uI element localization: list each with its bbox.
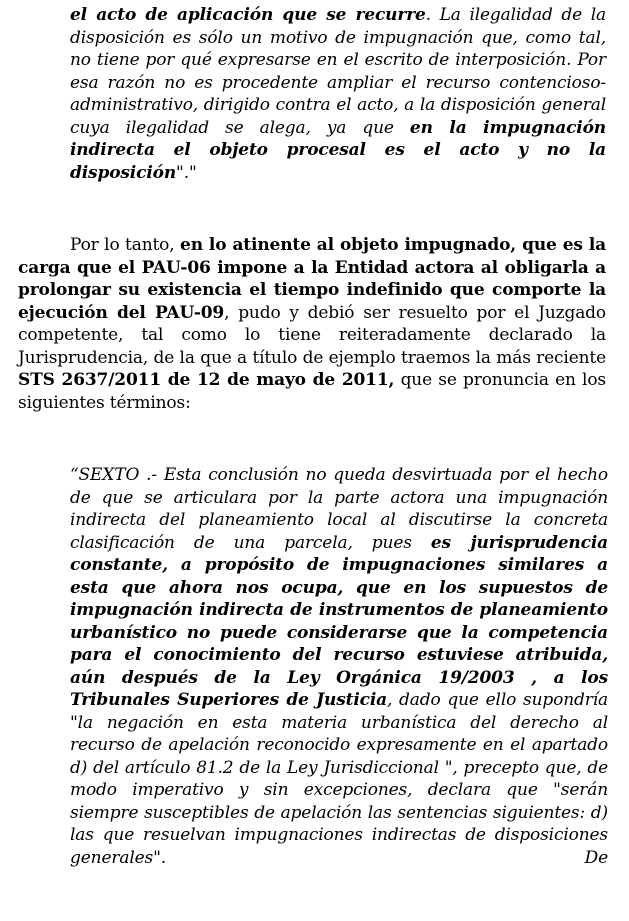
paragraph-text: , pudo y debió ser resuelto por el Juzgado competente, tal como lo tiene reiteradamente declarado la Jurisprudencia, de la que a título de ejemplo traemos la más reciente xyxy=(18,302,606,368)
quote-close: "." xyxy=(176,162,197,183)
quote-text: , dado que ello supondría "la negación en esta materia urbanística del derecho al recurso de apelación reconocido expresamente en el apartado d) del artículo 81.2 de la Ley Jurisdiccional ", precepto que, de modo imperativo y sin excepciones, declara que "serán siempre susceptibles de apelación las sentencias siguientes: d) las que resuelvan impugnaciones indirectas de disposiciones generales". De xyxy=(70,690,608,868)
bold-text: el acto de aplicación que se recurre xyxy=(70,5,426,25)
citation-reference: STS 2637/2011 de 12 de mayo de 2011, xyxy=(18,370,395,390)
quote-text: . La ilegalidad de la disposición es sólo un motivo de impugnación que, como tal, no tiene por qué expresarse en el escrito de interposición. Por esa razón no es procedente ampliar el recurso contencioso-administrativo, dirigido contra el acto, a la disposición general cuya ilegalidad se alega, ya que xyxy=(70,5,606,138)
bold-text: en la impugnación indirecta el objeto procesal es el acto y no la disposición xyxy=(70,117,606,183)
paragraph-text: Por lo tanto, xyxy=(70,235,181,255)
jurisprudence-quote xyxy=(70,464,608,869)
quote-continuation xyxy=(70,4,606,184)
bold-text: es jurisprudencia constante, a propósito de impugnaciones similares a esta que ahora nos ocupa, que en los supuestos de impugnación indirecta de instrumentos de planeamiento urbanístico no puede considerarse que la competencia para el conocimiento del recurso estuviese atribuida, aún después de la Ley Orgánica 19/2003 , a los Tribunales Superiores de Justicia xyxy=(70,532,609,710)
paragraph-text: que se pronuncia en los siguientes términos: xyxy=(18,370,607,413)
quote-text: “SEXTO .- Esta conclusión no queda desvirtuada por el hecho de que se articulara por la parte actora una impugnación indirecta del planeamiento local al discutirse la concreta clasificación de una parcela, pues xyxy=(70,465,608,553)
bold-text: en lo atinente al objeto impugnado, que es la carga que el PAU-06 impone a la Entidad actora al obligarla a prolongar su existencia el tiempo indefinido que comporte la ejecución del PAU-09 xyxy=(18,235,606,323)
body-paragraph xyxy=(18,234,606,414)
